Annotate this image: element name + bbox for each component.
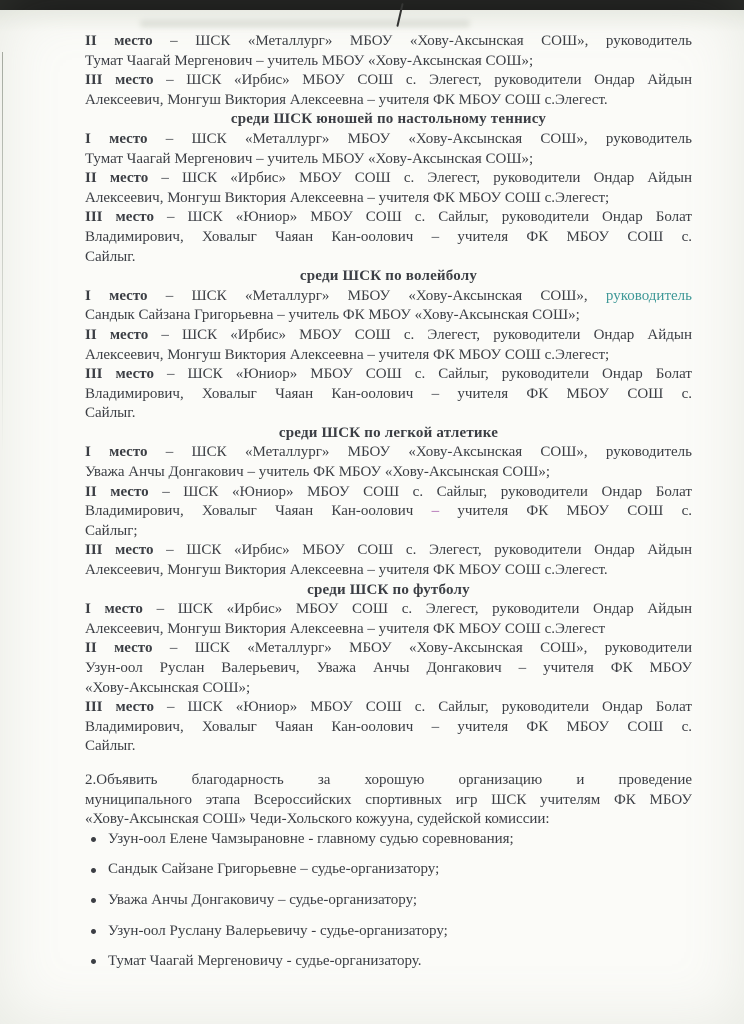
text-segment: – ШСК «Металлург» МБОУ «Хову-Аксынская СОШ», руководитель [147,444,692,461]
text-line [85,502,692,522]
place-label: II место [85,33,153,49]
text-segment: Сайлыг. [85,738,136,755]
place-label: III место [85,366,154,383]
place-label: I место [85,601,143,618]
text-segment: муниципального этапа Всероссийских спортивных игр ШСК учителям ФК МБОУ [85,791,692,808]
place-label: II место [85,640,153,657]
text-line [85,169,692,189]
list-item-text: Узун-оол Руслану Валерьевичу - судье-организатору; [108,922,448,939]
text-line [85,522,692,542]
text-segment: Узун-оол Руслан Валерьевич, Уважа Анчы Донгакович – учителя ФК МБОУ [85,660,692,676]
text-segment: Владимирович, Ховалыг Чаяан Кан-оолович – учителя ФК МБОУ СОШ с. [85,718,692,735]
text-line [85,659,692,679]
text-segment: – ШСК «Ирбис» МБОУ СОШ с. Элегест, руководители Ондар Айдын [153,542,692,559]
place-label: I место [85,130,148,147]
text-segment: – ШСК «Ирбис» МБОУ СОШ с. Элегест, руководители Ондар Айдын [148,170,692,187]
text-line [85,791,692,811]
list-item-text: Узун-оол Елене Чамзырановне - главному судью соревнования; [108,830,514,847]
place-label: I место [85,287,148,304]
paragraph-gap [85,757,692,771]
text-segment: – ШСК «Ирбис» МБОУ СОШ с. Элегест, руководители Ондар Айдын [142,601,692,618]
text-segment: Сайлыг. [85,248,136,265]
list-item [91,830,692,850]
text-line [85,404,692,424]
text-segment: Сайлыг. [85,405,136,422]
place-label: II место [85,170,149,187]
text-line [85,365,692,385]
text-line [85,52,692,72]
text-segment: – ШСК «Ирбис» МБОУ СОШ с. Элегест, руководители Ондар Айдын [153,72,692,89]
text-line [85,771,692,791]
text-line [85,443,692,463]
place-label: III место [85,699,154,716]
text-segment: руководитель [605,287,692,304]
text-line [85,287,692,307]
text-line [85,346,692,366]
list-item-text: Сандык Сайзане Григорьевне – судье-организатору; [108,861,440,878]
text-line [85,248,692,268]
text-line [85,483,692,503]
list-item [91,922,692,942]
text-line [85,228,692,248]
list-item [91,891,692,911]
text-segment: Владимирович, Ховалыг Чаяан Кан-оолович [85,503,432,520]
text-segment: Сайлыг; [85,522,138,539]
text-line [85,91,692,111]
bullet-icon [91,898,96,903]
text-segment: – ШСК «Юниор» МБОУ СОШ с. Сайлыг, руководители Ондар Болат [148,483,692,500]
text-line [85,737,692,757]
text-segment: «Хову-Аксынская СОШ»; [85,679,251,696]
text-segment: Алексеевич, Монгуш Виктория Алексеевна – учителя ФК МБОУ СОШ с.Элегест. [85,91,608,108]
text-line [85,541,692,561]
text-segment: Алексеевич, Монгуш Виктория Алексеевна – учителя ФК МБОУ СОШ с.Элегест; [85,346,610,363]
text-line [85,463,692,483]
text-line [85,306,692,326]
scanner-edge-artifact-left [2,52,3,452]
text-line [85,810,692,830]
text-line [85,189,692,209]
bullet-icon [91,868,96,873]
place-label: II место [85,483,149,500]
text-line [85,561,692,581]
text-segment: – ШСК «Металлург» МБОУ «Хову-Аксынская СОШ», руководители [152,640,692,657]
list-item-text: Уважа Анчы Донгаковичу – судье-организатору; [108,891,418,908]
text-segment: – ШСК «Юниор» МБОУ СОШ с. Сайлыг, руководители Ондар Болат [153,699,692,716]
text-line [85,600,692,620]
text-segment: – ШСК «Металлург» МБОУ «Хову-Аксынская СОШ», руководитель [147,130,692,147]
list-item [91,952,692,972]
text-line [85,385,692,405]
text-segment: Алексеевич, Монгуш Виктория Алексеевна – учителя ФК МБОУ СОШ с.Элегест [85,620,606,637]
text-line [85,679,692,699]
list-item-text: Тумат Чаагай Мергеновичу - судье-организатору. [108,953,422,970]
text-line [85,698,692,718]
text-segment: 2.Объявить благодарность за хорошую организацию и проведение [85,771,692,788]
place-label: II место [85,326,149,343]
text-line [85,71,692,91]
list-item [91,860,692,880]
text-segment: Тумат Чаагай Мергенович – учитель МБОУ «Хову-Аксынская СОШ»; [85,52,534,69]
bullet-icon [91,837,96,842]
place-label: III место [85,72,154,89]
text-segment: – [431,503,440,520]
text-segment: Алексеевич, Монгуш Виктория Алексеевна – учителя ФК МБОУ СОШ с.Элегест; [85,189,610,206]
text-line [85,150,692,170]
text-segment: Алексеевич, Монгуш Виктория Алексеевна – учителя ФК МБОУ СОШ с.Элегест. [85,562,608,579]
text-segment: Тумат Чаагай Мергенович – учитель МБОУ «Хову-Аксынская СОШ»; [85,150,534,167]
section-heading: среди ШСК юношей по настольному теннису [230,111,547,128]
text-line [85,32,692,52]
place-label: I место [85,444,148,461]
text-line [85,639,692,659]
text-line [85,326,692,346]
scan-ghost-smudge [140,20,470,27]
text-line [85,620,692,640]
text-line [85,718,692,738]
text-segment: – ШСК «Ирбис» МБОУ СОШ с. Элегест, руководители Ондар Айдын [148,326,692,343]
bullet-icon [91,929,96,934]
text-segment: «Хову-Аксынская СОШ» Чеди-Хольского кожууна, судейской комиссии: [85,811,550,828]
text-segment: – ШСК «Металлург» МБОУ «Хову-Аксынская СОШ», [147,287,606,304]
text-segment: – ШСК «Металлург» МБОУ «Хову-Аксынская СОШ», руководитель [152,33,692,49]
bullet-icon [91,959,96,964]
text-segment: – ШСК «Юниор» МБОУ СОШ с. Сайлыг, руководители Ондар Болат [153,366,692,383]
section-heading: среди ШСК по легкой атлетике [278,424,499,441]
place-label: III место [85,542,154,559]
text-segment: Владимирович, Ховалыг Чаяан Кан-оолович – учителя ФК МБОУ СОШ с. [85,385,692,402]
section-heading: среди ШСК по футболу [307,581,470,598]
text-segment: Владимирович, Ховалыг Чаяан Кан-оолович – учителя ФК МБОУ СОШ с. [85,228,692,245]
place-label: III место [85,209,154,226]
text-segment: Уважа Анчы Донгакович – учитель ФК МБОУ «Хову-Аксынская СОШ»; [85,464,551,481]
text-flow [85,32,692,983]
text-segment: – ШСК «Юниор» МБОУ СОШ с. Сайлыг, руководители Ондар Болат [153,209,692,226]
text-segment: учителя ФК МБОУ СОШ с. [439,503,692,520]
text-line [85,208,692,228]
section-heading: среди ШСК по волейболу [299,268,478,285]
text-line [85,130,692,150]
scanner-edge-artifact-top [0,0,744,10]
text-segment: Сандык Сайзана Григорьевна – учитель ФК МБОУ «Хову-Аксынская СОШ»; [85,307,580,324]
